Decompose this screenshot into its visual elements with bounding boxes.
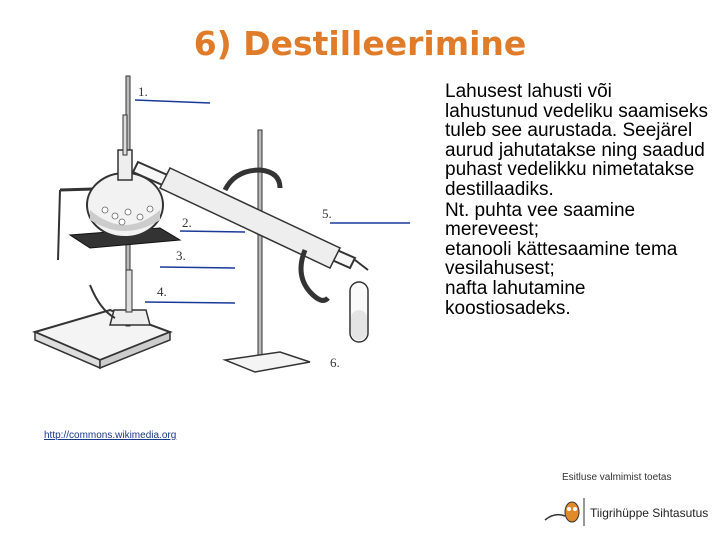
figure-label-2: 2. xyxy=(182,215,192,230)
figure-label-4: 4. xyxy=(157,284,167,299)
figure-label-6: 6. xyxy=(330,355,340,370)
distillation-apparatus-figure xyxy=(30,70,420,440)
figure-label-3: 3. xyxy=(176,248,186,263)
examples-line-2: etanooli kättesaamine tema vesilahusest; xyxy=(445,238,678,280)
image-source-link[interactable]: http://commons.wikimedia.org xyxy=(44,430,177,441)
slide-title: 6) Destilleerimine xyxy=(193,24,527,63)
sponsor-note: Esitluse valmimist toetas xyxy=(562,472,672,483)
figure-label-1: 1. xyxy=(138,84,148,99)
figure-label-5: 5. xyxy=(322,206,332,221)
sponsor-name: Tiigrihüppe Sihtasutus xyxy=(590,506,709,520)
body-text xyxy=(445,82,710,318)
examples-line-1: Nt. puhta vee saamine mereveest; xyxy=(445,199,636,241)
examples-line-3: nafta lahutamine koostiosadeks. xyxy=(445,277,586,319)
paragraph-distillation: Lahusest lahusti või lahustunud vedeliku saamiseks tuleb see aurustada. Seejärel aurud jahutatakse ning saadud puhast vedelikku nimetatakse destillaadiks. xyxy=(445,81,708,200)
